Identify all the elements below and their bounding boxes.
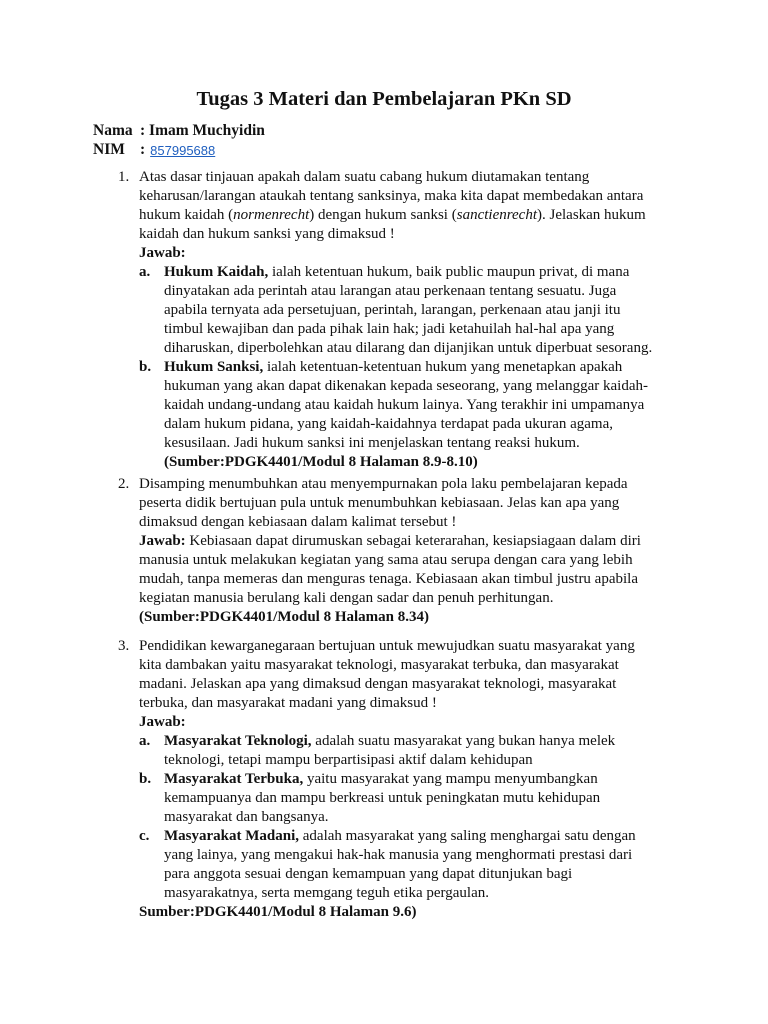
text-line: kita dambakan yaitu masyarakat teknologi, masyarakat terbuka, dan masyarakat [139, 657, 619, 673]
source-reference: (Sumber:PDGK4401/Modul 8 Halaman 8.9-8.10) [164, 454, 478, 470]
page-title: Tugas 3 Materi dan Pembelajaran PKn SD [196, 88, 572, 110]
text-line: teknologi, tetapi mampu berpartisipasi aktif dalam kehidupan [164, 752, 533, 768]
question-number: 1. [118, 169, 130, 185]
text-line: diharuskan, diperbolehkan atau dilarang dan dijanjikan untuk diperbuat sesorang. [164, 340, 653, 356]
text-line: Disamping menumbuhkan atau menyempurnakan pola laku pembelajaran kepada [139, 476, 628, 492]
text-line: Atas dasar tinjauan apakah dalam suatu cabang hukum diutamakan tentang [139, 169, 590, 185]
italic-term: sanctienrecht [456, 207, 537, 223]
nim-label: NIM [93, 141, 125, 158]
text-line: kegiatan manusia berulang kali dengan sadar dan penuh perhitungan. [139, 590, 554, 606]
source-reference: Sumber:PDGK4401/Modul 8 Halaman 9.6) [139, 904, 417, 920]
text-line: kesusilaan. Jadi hukum sanksi ini menjelaskan tentang reaksi hukum. [164, 435, 580, 451]
question-number: 2. [118, 476, 130, 492]
text-line: dimaksud dengan kebiasaan dalam kalimat tersebut ! [139, 514, 457, 530]
text-line: masyarakat dan bangsanya. [164, 809, 329, 825]
text-line: dalam hukum pidana, yang kaidah-kaidahnya terdapat pada ukuran agama, [164, 416, 613, 432]
text-span: ) dengan hukum sanksi ( [309, 207, 457, 223]
question-1 [118, 168, 678, 472]
text-span: ialah ketentuan hukum, baik public maupun privat, di mana [268, 264, 630, 280]
answer-term: Masyarakat Teknologi, [164, 733, 312, 749]
answer-term: Masyarakat Madani, [164, 828, 299, 844]
jawab-label: Jawab: [139, 245, 186, 261]
text-line: timbul kewajiban dan pada pihak lain hak; jadi ketahuilah hal-hal apa yang [164, 321, 615, 337]
text-line: kaidah undang-undang atau kaidah hukum lainya. Yang terakhir ini umpamanya [164, 397, 645, 413]
answer-term: Hukum Sanksi, [164, 359, 264, 375]
text-line: peserta didik bertujuan pula untuk menumbuhkan kebiasaan. Jelas kan apa yang [139, 495, 620, 511]
answer-letter: b. [139, 771, 152, 787]
nim-row [93, 140, 215, 160]
text-line [164, 770, 678, 789]
text-line [164, 827, 678, 846]
question-number: 3. [118, 638, 130, 654]
answer-b [139, 358, 678, 453]
text-line: mudah, tanpa memeras dan menguras tenaga. Kebiasaan akan timbul justru apabila [139, 571, 638, 587]
text-line [139, 206, 678, 225]
question-3 [118, 637, 678, 922]
question-text [139, 475, 678, 532]
text-line [164, 358, 678, 377]
text-line: yang lainya, yang mengakui hak-hak manusia yang menghormati prestasi dari [164, 847, 633, 863]
text-span: adalah masyarakat yang saling menghargai satu dengan [299, 828, 636, 844]
text-span: yaitu masyarakat yang mampu menyumbangkan [303, 771, 598, 787]
answer-letter: a. [139, 733, 151, 749]
question-2 [118, 475, 678, 627]
answer-c [139, 827, 678, 903]
text-line [164, 263, 678, 282]
text-line: hukuman yang akan dapat dikenakan kepada seseorang, yang melanggar kaidah- [164, 378, 648, 394]
text-span: adalah suatu masyarakat yang bukan hanya melek [311, 733, 616, 749]
text-line [164, 732, 678, 751]
nim-value-link[interactable]: 857995688 [150, 143, 216, 158]
text-line: apabila ternyata ada persetujuan, perintah, larangan, perkenaan atau janji itu [164, 302, 621, 318]
text-line [139, 532, 678, 551]
text-span: ). Jelaskan hukum [537, 207, 646, 223]
answer-text [139, 532, 678, 608]
jawab-label: Jawab: [139, 533, 186, 549]
text-span: ialah ketentuan-ketentuan hukum yang menetapkan apakah [263, 359, 623, 375]
name-row [93, 121, 265, 140]
jawab-label: Jawab: [139, 714, 186, 730]
name-value: : Imam Muchyidin [140, 122, 265, 139]
question-text [139, 168, 678, 244]
answer-b [139, 770, 678, 827]
text-line: dinyatakan ada perintah atau larangan atau perkenaan tentang sesuatu. Juga [164, 283, 617, 299]
text-line: keharusan/larangan ataukah tentang sanksinya, maka kita dapat membedakan antara [139, 188, 644, 204]
italic-term: normenrecht [233, 207, 310, 223]
answer-letter: a. [139, 264, 151, 280]
answer-letter: c. [139, 828, 150, 844]
answer-letter: b. [139, 359, 152, 375]
question-text [139, 637, 678, 713]
text-line: masyarakatnya, serta memgang teguh etika pergaulan. [164, 885, 490, 901]
text-line: kemampuanya dan mampu berkreasi untuk peningkatan mutu kehidupan [164, 790, 601, 806]
text-line: Pendidikan kewarganegaraan bertujuan untuk mewujudkan suatu masyarakat yang [139, 638, 635, 654]
name-label: Nama [93, 122, 133, 139]
answer-a [139, 263, 678, 358]
answer-term: Masyarakat Terbuka, [164, 771, 304, 787]
answer-term: Hukum Kaidah, [164, 264, 269, 280]
answer-a [139, 732, 678, 770]
text-line: manusia untuk melakukan kegiatan yang sama atau serupa dengan cara yang lebih [139, 552, 633, 568]
text-span: hukum kaidah ( [139, 207, 234, 223]
text-line: terbuka, dan masyarakat madani yang dimaksud ! [139, 695, 437, 711]
text-line: madani. Jelaskan apa yang dimaksud dengan masyarakat teknologi, masyarakat [139, 676, 617, 692]
text-line: para anggota sesuai dengan kemampuan yang dapat ditunjukan bagi [164, 866, 573, 882]
text-span: Kebiasaan dapat dirumuskan sebagai keterarahan, kesiapsiagaan dalam diri [185, 533, 641, 549]
text-line: kaidah dan hukum sanksi yang dimaksud ! [139, 226, 395, 242]
source-reference: (Sumber:PDGK4401/Modul 8 Halaman 8.34) [139, 609, 430, 625]
nim-colon: : [140, 141, 146, 158]
